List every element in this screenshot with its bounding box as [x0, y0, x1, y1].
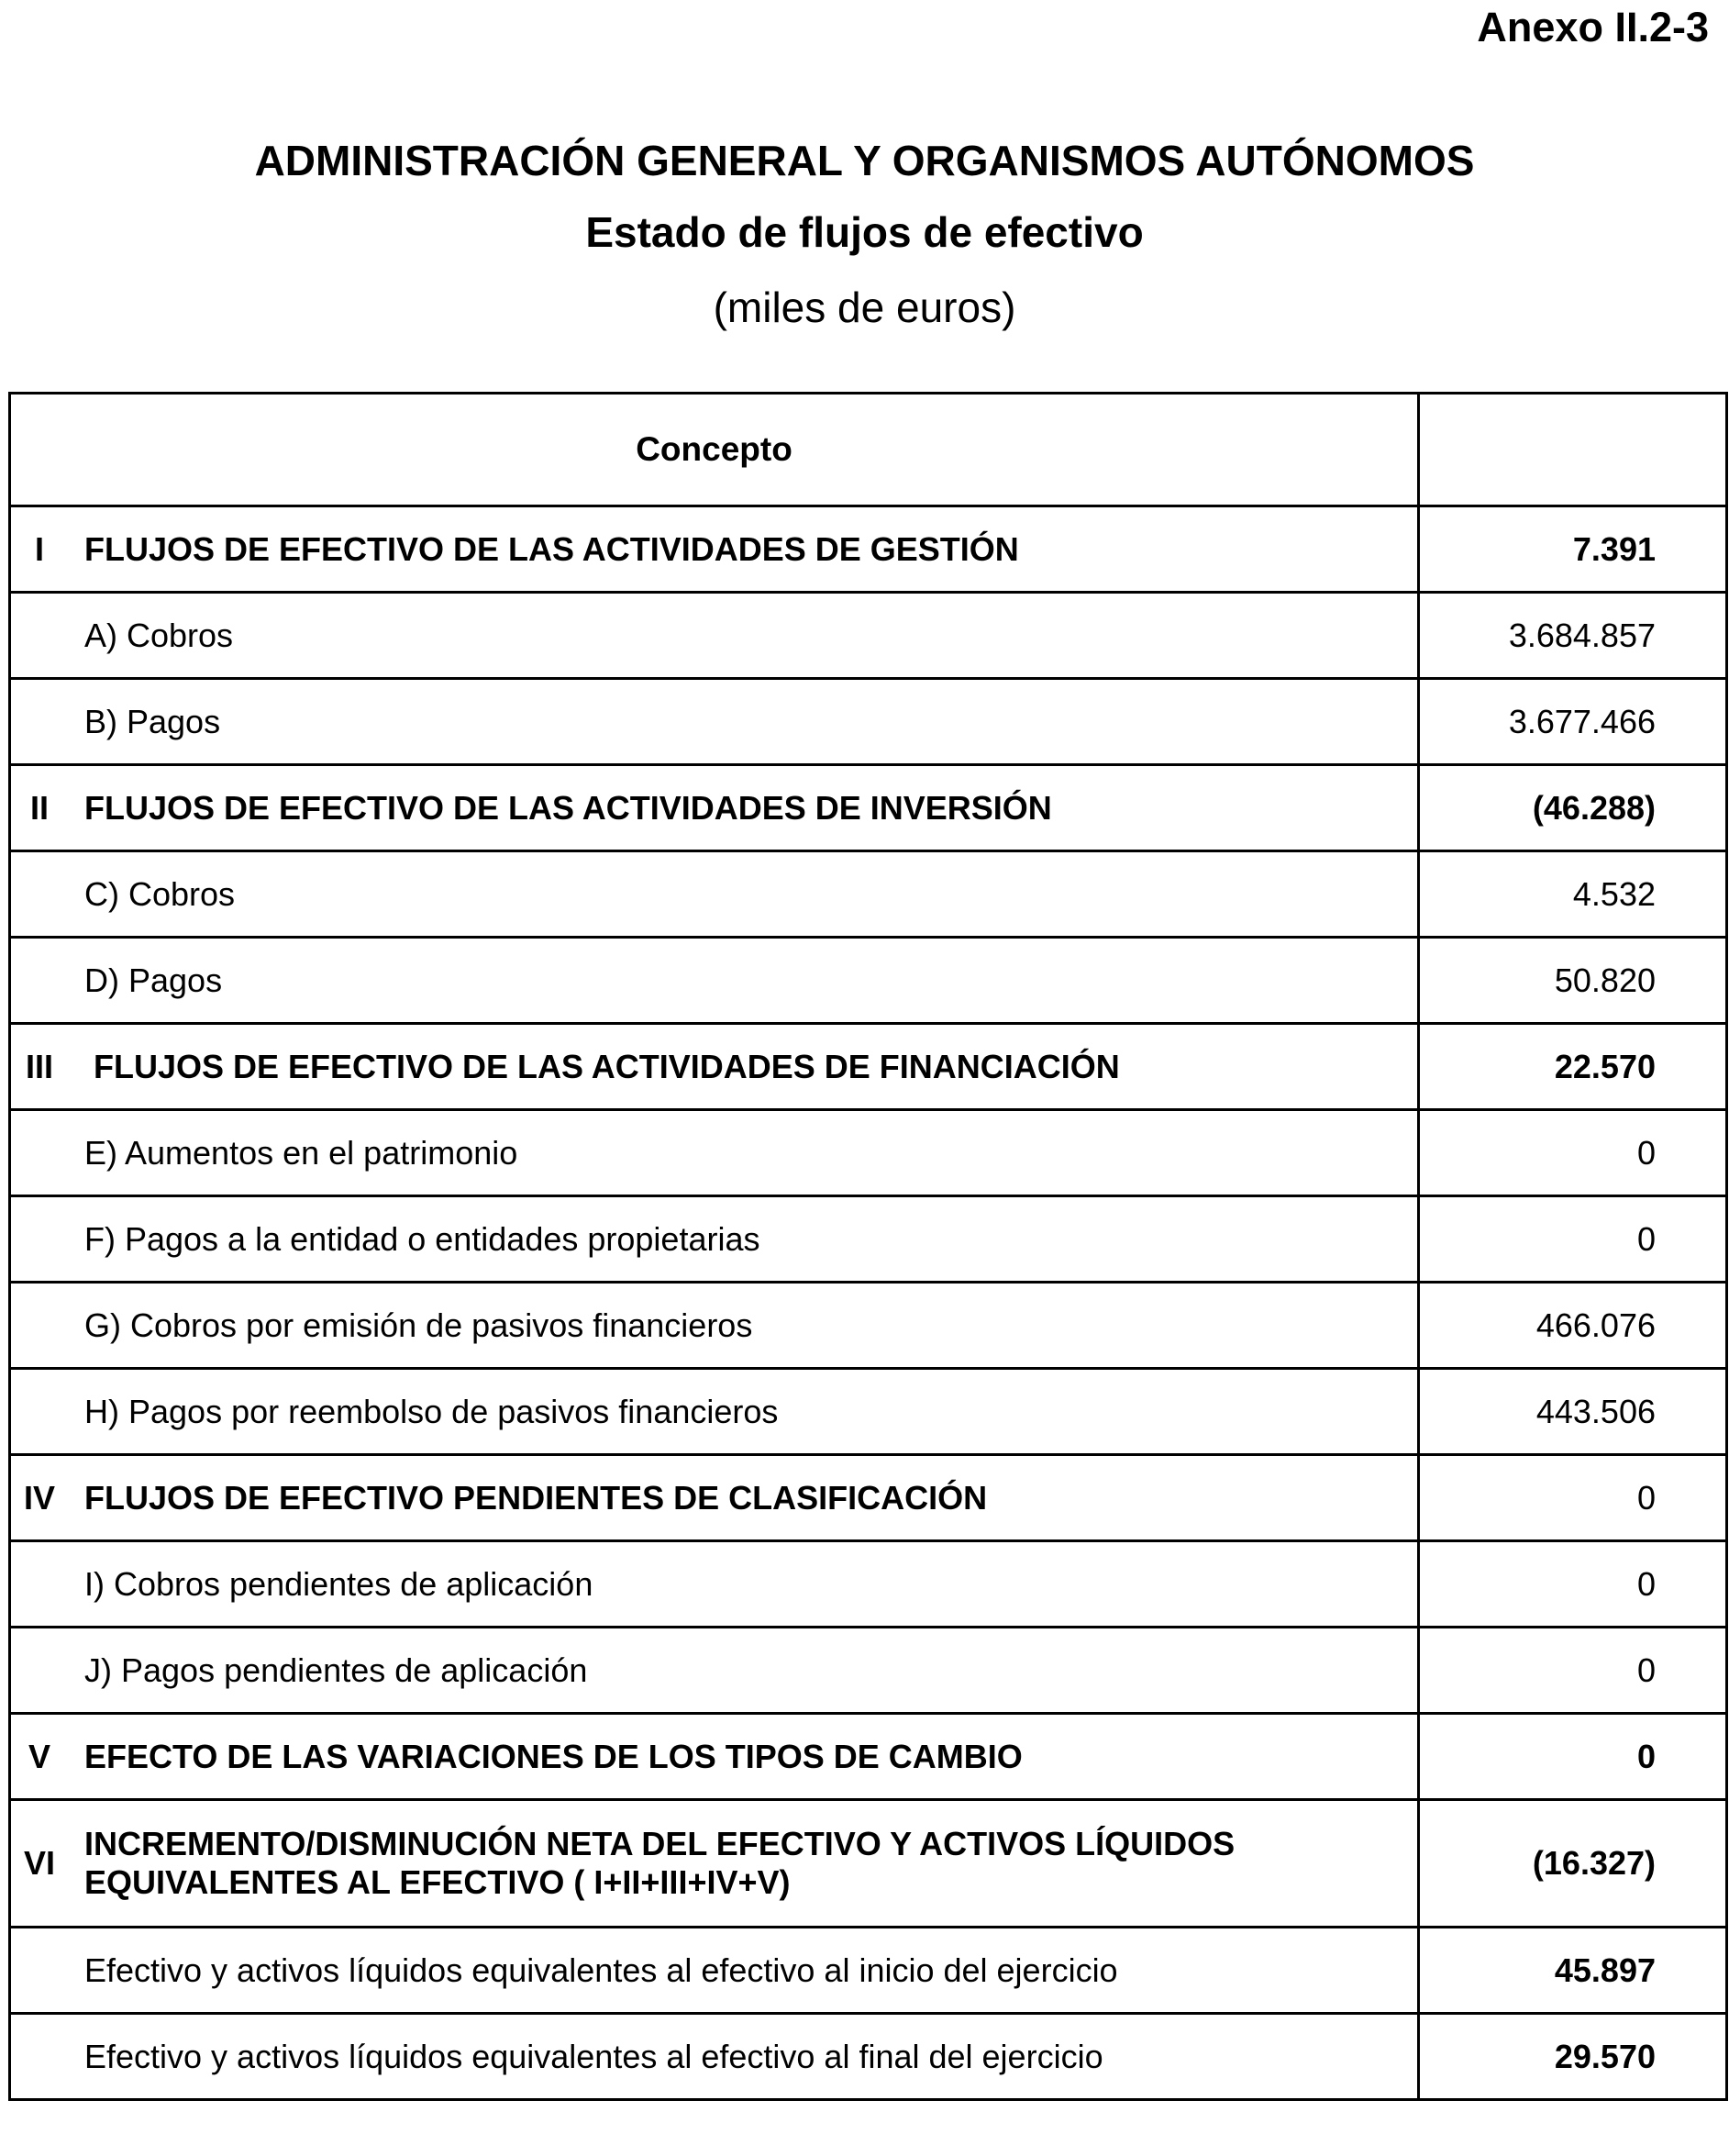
table-row	[10, 1628, 1727, 1714]
row-value: 466.076	[1419, 1283, 1727, 1369]
row-number: III	[25, 1047, 53, 1085]
table-row	[10, 679, 1727, 765]
row-value: (16.327)	[1419, 1800, 1727, 1928]
row-number: IV	[23, 1478, 55, 1517]
row-label: F) Pagos a la entidad o entidades propietarias	[84, 1219, 760, 1258]
row-label: B) Pagos	[84, 702, 221, 740]
row-label: J) Pagos pendientes de aplicación	[84, 1650, 588, 1689]
table-row	[10, 851, 1727, 938]
table-row-cash-end	[10, 2014, 1727, 2100]
row-label: D) Pagos	[84, 961, 223, 999]
row-number: I	[34, 529, 44, 568]
row-label: Efectivo y activos líquidos equivalentes al efectivo al final del ejercicio	[84, 2037, 1103, 2075]
row-value: 7.391	[1419, 506, 1727, 593]
units-note: (miles de euros)	[713, 283, 1016, 331]
table-row-section-v	[10, 1714, 1727, 1800]
row-value: 443.506	[1419, 1369, 1727, 1455]
table-row-section-vi	[10, 1800, 1727, 1928]
row-value: 4.532	[1419, 851, 1727, 938]
row-number: II	[29, 788, 49, 827]
row-value: 0	[1419, 1714, 1727, 1800]
table-row-section-ii	[10, 765, 1727, 851]
row-value: 3.677.466	[1419, 679, 1727, 765]
row-label: C) Cobros	[84, 874, 236, 913]
row-label: FLUJOS DE EFECTIVO DE LAS ACTIVIDADES DE FINANCIACIÓN	[94, 1047, 1120, 1085]
row-label: FLUJOS DE EFECTIVO DE LAS ACTIVIDADES DE INVERSIÓN	[84, 788, 1052, 827]
row-value: 45.897	[1419, 1928, 1727, 2014]
cash-flow-table	[8, 392, 1728, 2101]
table-row	[10, 1196, 1727, 1283]
row-value: 3.684.857	[1419, 593, 1727, 679]
row-label: FLUJOS DE EFECTIVO DE LAS ACTIVIDADES DE GESTIÓN	[84, 529, 1019, 568]
table-row-section-iv	[10, 1455, 1727, 1541]
page-title: ADMINISTRACIÓN GENERAL Y ORGANISMOS AUTÓNOMOS	[254, 137, 1475, 184]
table-row-cash-start	[10, 1928, 1727, 2014]
row-number: V	[28, 1737, 50, 1775]
row-label: FLUJOS DE EFECTIVO PENDIENTES DE CLASIFICACIÓN	[84, 1478, 988, 1517]
header-concept: Concepto	[10, 394, 1419, 506]
row-label: E) Aumentos en el patrimonio	[84, 1133, 518, 1172]
row-label: G) Cobros por emisión de pasivos financieros	[84, 1306, 753, 1344]
row-label: A) Cobros	[84, 616, 234, 654]
row-label: H) Pagos por reembolso de pasivos financieros	[84, 1392, 779, 1430]
annex-number: Anexo II.2-3	[1477, 4, 1709, 50]
row-label-line-1: INCREMENTO/DISMINUCIÓN NETA DEL EFECTIVO Y ACTIVOS LÍQUIDOS	[84, 1825, 1236, 1862]
row-value: 50.820	[1419, 938, 1727, 1024]
table-header-row	[10, 394, 1727, 506]
row-label: EFECTO DE LAS VARIACIONES DE LOS TIPOS DE CAMBIO	[84, 1737, 1023, 1775]
row-value: 22.570	[1419, 1024, 1727, 1110]
header-value	[1419, 394, 1727, 506]
row-value: 0	[1419, 1541, 1727, 1628]
row-value: 0	[1419, 1455, 1727, 1541]
row-value: 0	[1419, 1110, 1727, 1196]
table-row-section-iii	[10, 1024, 1727, 1110]
page-subtitle: Estado de flujos de efectivo	[585, 208, 1144, 256]
table-row	[10, 938, 1727, 1024]
row-number: VI	[23, 1844, 55, 1882]
row-label-line-2: EQUIVALENTES AL EFECTIVO ( I+II+III+IV+V)	[84, 1863, 791, 1901]
table-row-section-i	[10, 506, 1727, 593]
row-value: 0	[1419, 1196, 1727, 1283]
table-row	[10, 1541, 1727, 1628]
table-row	[10, 1283, 1727, 1369]
row-label	[84, 1825, 1235, 1902]
row-value: 0	[1419, 1628, 1727, 1714]
table-row	[10, 593, 1727, 679]
row-label: I) Cobros pendientes de aplicación	[84, 1564, 593, 1603]
row-label: Efectivo y activos líquidos equivalentes al efectivo al inicio del ejercicio	[84, 1950, 1118, 1989]
table-row	[10, 1110, 1727, 1196]
table-row	[10, 1369, 1727, 1455]
row-value: (46.288)	[1419, 765, 1727, 851]
row-value: 29.570	[1419, 2014, 1727, 2100]
